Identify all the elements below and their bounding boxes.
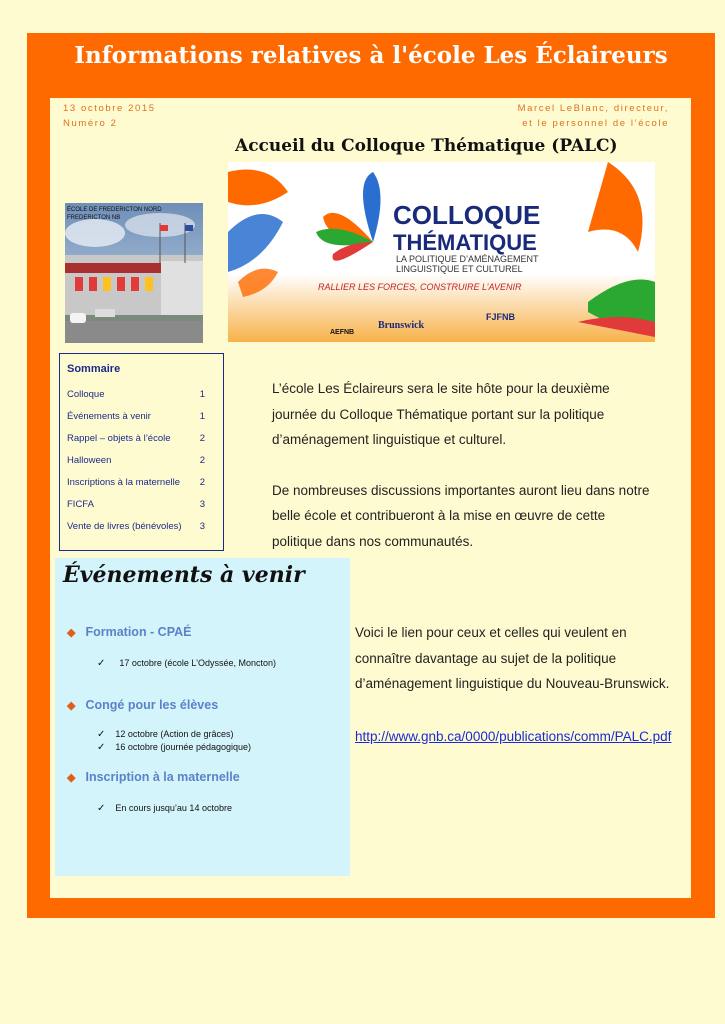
issue-info [63, 101, 156, 131]
banner-title-2: THÉMATIQUE [393, 230, 537, 255]
banner-title-1: COLLOQUE [393, 200, 541, 230]
article-paragraph-1: L’école Les Éclaireurs sera le site hôte pour la deuxième journée du Colloque Thématique portant sur la politique d’aménagement linguistique et culturel. [272, 381, 610, 447]
link-intro-text: Voici le lien pour ceux et celles qui veulent en connaître davantage au sujet de la politique d’aménagement linguistique du Nouveau-Brunswick. [355, 625, 670, 691]
logo-aefnb: AEFNB [330, 329, 355, 336]
article-body [272, 376, 657, 579]
toc-title: Sommaire [67, 363, 121, 375]
link-section [355, 620, 675, 746]
banner-subtitle-2: LINGUISTIQUE ET CULTUREL [396, 264, 523, 274]
event-item: ✓ 16 octobre (journée pédagogique) [97, 742, 251, 753]
toc-item[interactable]: Inscriptions à la maternelle 2 [67, 477, 205, 488]
author-line-2: et le personnel de l’école [522, 118, 669, 129]
checkmark-icon: ✓ [97, 658, 106, 669]
event-item: ✓ 17 octobre (école L’Odyssée, Moncton) [97, 658, 276, 669]
event-heading: ◆ Congé pour les élèves [67, 698, 219, 712]
banner-slogan: RALLIER LES FORCES, CONSTRUIRE L’AVENIR [318, 282, 522, 292]
events-title: Événements à venir [63, 562, 305, 588]
issue-date: 13 octobre 2015 [63, 103, 156, 114]
newsletter-title: Informations relatives à l'école Les Éclaireurs [74, 42, 668, 69]
logo-fjfnb: FJFNB [486, 312, 515, 322]
diamond-icon: ◆ [67, 700, 76, 712]
event-item: ✓ En cours jusqu’au 14 octobre [97, 803, 232, 814]
table-of-contents [59, 353, 224, 551]
logo-brunswick: Brunswick [378, 320, 425, 331]
issue-number: Numéro 2 [63, 118, 118, 129]
toc-item[interactable]: Vente de livres (bénévoles) 3 [67, 521, 205, 532]
toc-item[interactable]: Événements à venir 1 [67, 411, 205, 422]
toc-item[interactable]: Rappel – objets à l’école 2 [67, 433, 205, 444]
colloque-banner [228, 162, 655, 342]
diamond-icon: ◆ [67, 627, 76, 639]
banner-subtitle-1: LA POLITIQUE D’AMÉNAGEMENT [396, 254, 539, 264]
photo-sign-1: ÉCOLE DE FREDERICTON NORD [67, 207, 162, 213]
checkmark-icon: ✓ [97, 803, 106, 814]
checkmark-icon: ✓ [97, 742, 106, 753]
author-line-1: Marcel LeBlanc, directeur, [517, 103, 669, 114]
author-info [518, 101, 669, 131]
toc-item[interactable]: Halloween 2 [67, 455, 205, 466]
checkmark-icon: ✓ [97, 729, 106, 740]
event-heading: ◆ Inscription à la maternelle [67, 770, 240, 784]
event-item: ✓ 12 octobre (Action de grâces) [97, 729, 234, 740]
events-box [55, 558, 350, 876]
school-photo [65, 203, 203, 343]
toc-list [60, 389, 223, 543]
toc-item[interactable]: FICFA 3 [67, 499, 205, 510]
photo-sign-2: FREDERICTON NB [67, 215, 121, 221]
palc-link[interactable]: http://www.gnb.ca/0000/publications/comm/PALC.pdf [355, 728, 672, 744]
article-paragraph-2: De nombreuses discussions importantes auront lieu dans notre belle école et contribueront à la mise en œuvre de cette politique dans nos communautés. [272, 482, 650, 549]
diamond-icon: ◆ [67, 772, 76, 784]
event-heading: ◆ Formation - CPAÉ [67, 625, 192, 639]
article-heading: Accueil du Colloque Thématique (PALC) [235, 136, 618, 156]
toc-item[interactable]: Colloque 1 [67, 389, 205, 400]
